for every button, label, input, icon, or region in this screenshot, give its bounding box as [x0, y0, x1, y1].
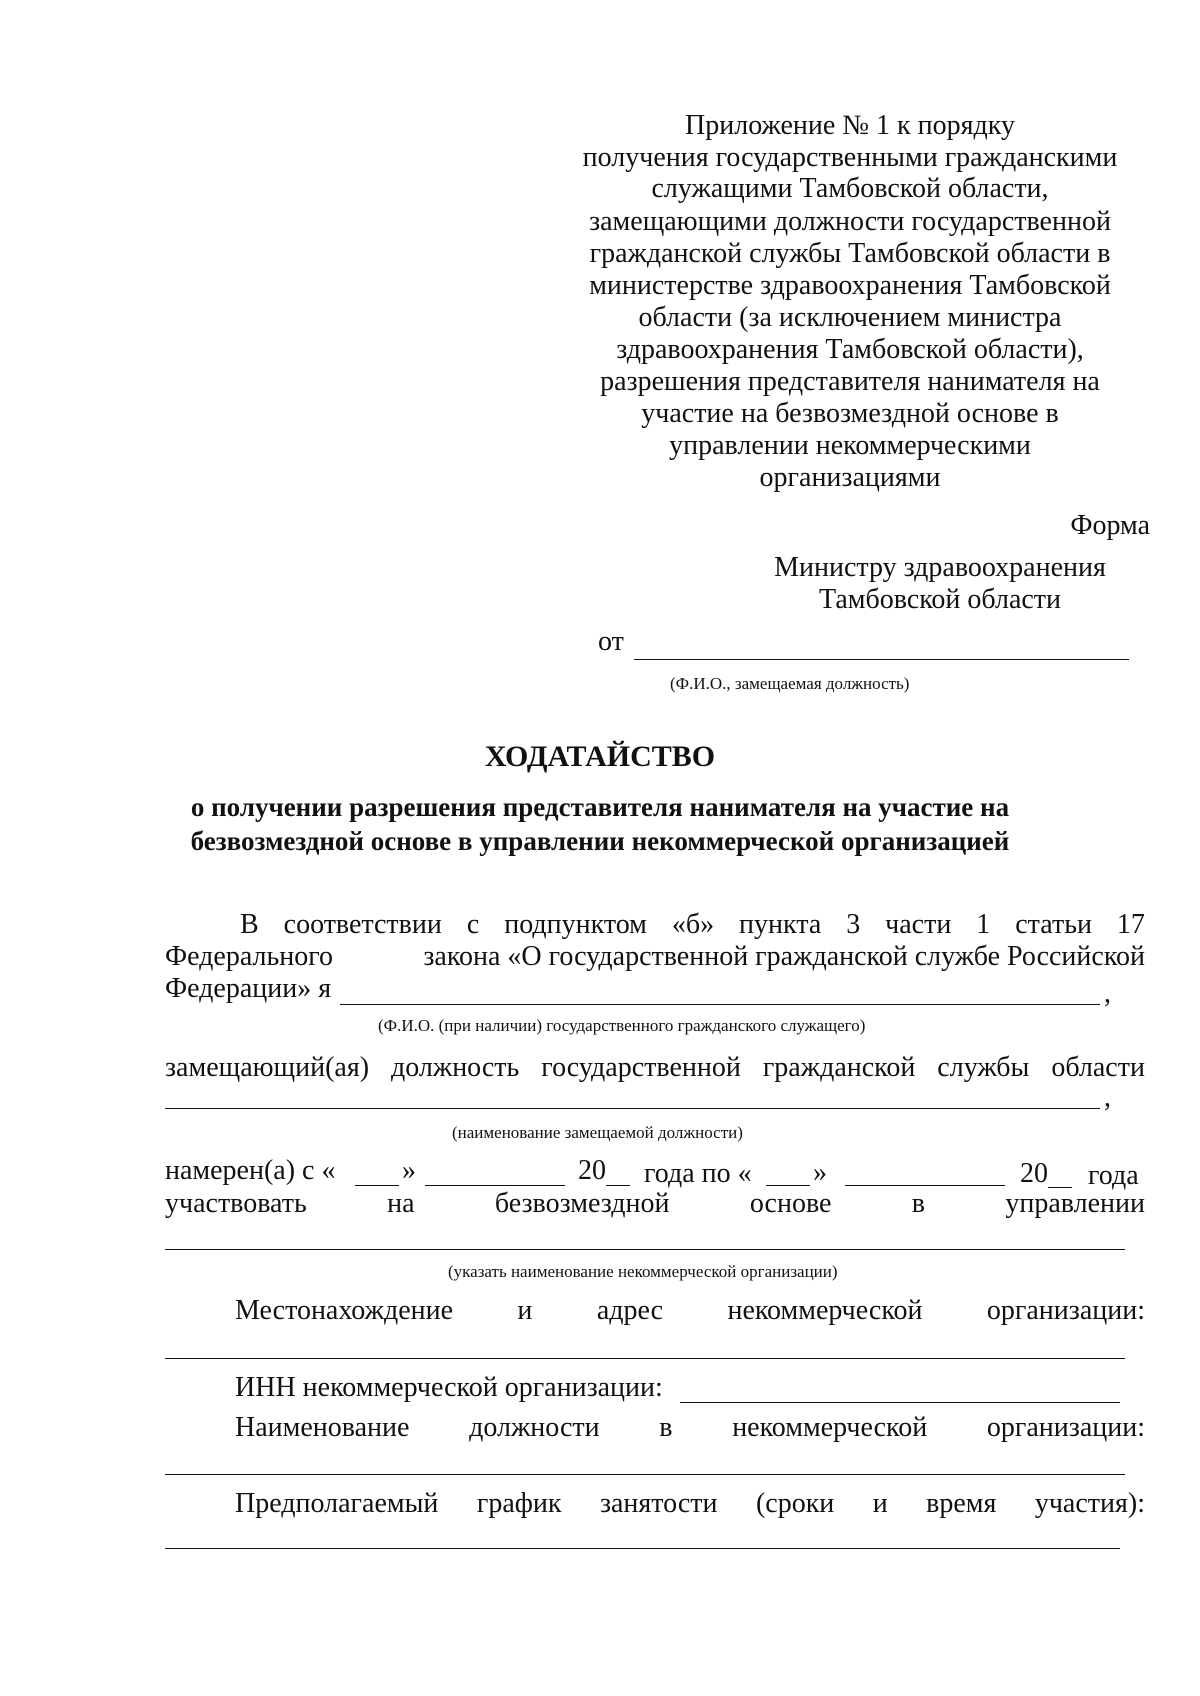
from-label: от — [598, 626, 624, 657]
word: Предполагаемый — [235, 1488, 439, 1519]
inn-field[interactable] — [680, 1402, 1120, 1403]
word: некоммерческой — [727, 1295, 923, 1326]
word: соответствии — [283, 909, 442, 940]
document-title: ХОДАТАЙСТВО — [484, 740, 716, 773]
word: организации: — [986, 1295, 1145, 1326]
caption-org: (указать наименование некоммерческой организации) — [448, 1262, 838, 1281]
word: государственной — [541, 1052, 741, 1083]
word: замещающий(ая) — [165, 1052, 370, 1083]
word: управлении — [1005, 1188, 1145, 1219]
word: и — [872, 1488, 888, 1519]
word: области — [1051, 1052, 1145, 1083]
word: службы — [937, 1052, 1030, 1083]
appendix-line: области (за исключением министра — [638, 302, 1062, 333]
start-month-field[interactable] — [425, 1185, 565, 1186]
appendix-line: замещающими должности государственной — [589, 206, 1111, 237]
start-year-prefix: 20 — [578, 1155, 606, 1186]
position-field[interactable] — [165, 1108, 1100, 1109]
word: 1 — [976, 909, 991, 940]
word: график — [476, 1488, 562, 1519]
end-day-field[interactable] — [766, 1185, 810, 1186]
dates-close-quote-1: » — [402, 1155, 416, 1186]
appendix-line: гражданской службы Тамбовской области в — [589, 238, 1111, 269]
word: безвозмездной — [494, 1188, 670, 1219]
addressee-line-2: Тамбовской области — [818, 584, 1062, 615]
word: в — [659, 1412, 673, 1443]
word: Наименование — [235, 1412, 410, 1443]
word: с — [466, 909, 480, 940]
appendix-line: участие на безвозмездной основе в — [641, 398, 1059, 429]
appendix-line: здравоохранения Тамбовской области), — [616, 334, 1084, 365]
caption-fio: (Ф.И.О. (при наличии) государственного гражданского служащего) — [378, 1016, 866, 1035]
from-field[interactable] — [634, 659, 1129, 660]
location-line — [235, 1295, 1145, 1327]
schedule-field[interactable] — [165, 1548, 1120, 1549]
appendix-line: служащими Тамбовской области, — [651, 173, 1049, 204]
word: пункта — [739, 909, 822, 940]
word: и — [517, 1295, 533, 1326]
paragraph-1-line-1 — [240, 909, 1145, 941]
paragraph-3-line-1 — [165, 1188, 1145, 1220]
word: закона «О государственной гражданской службе Российской — [423, 941, 1145, 972]
paragraph-2-line-1 — [165, 1052, 1145, 1084]
comma: , — [1104, 1082, 1111, 1113]
org-position-line — [235, 1412, 1145, 1444]
word: организации: — [986, 1412, 1145, 1443]
word: адрес — [596, 1295, 664, 1326]
appendix-line: министерстве здравоохранения Тамбовской — [589, 270, 1111, 301]
end-month-field[interactable] — [845, 1185, 1005, 1186]
paragraph-1-line-2 — [165, 941, 1145, 973]
appendix-line: получения государственными гражданскими — [582, 142, 1118, 173]
document-subtitle-line-2: безвозмездной основе в управлении некоммерческой организацией — [190, 826, 1010, 856]
word: основе — [749, 1188, 832, 1219]
applicant-name-field[interactable] — [340, 1004, 1100, 1005]
dates-year-word: года — [1088, 1160, 1139, 1191]
appendix-line: организациями — [759, 462, 941, 493]
org-position-field[interactable] — [165, 1474, 1125, 1475]
word: (сроки — [755, 1488, 835, 1519]
word: подпунктом — [504, 909, 647, 940]
word: 3 — [846, 909, 861, 940]
form-label: Форма — [1070, 510, 1150, 541]
paragraph-1-line-3: Федерации» я — [165, 973, 332, 1004]
word: на — [387, 1188, 415, 1219]
word: в — [911, 1188, 925, 1219]
word: некоммерческой — [732, 1412, 928, 1443]
start-year-field[interactable] — [606, 1185, 630, 1186]
word: Местонахождение — [235, 1295, 454, 1326]
word: участия): — [1034, 1488, 1145, 1519]
word: гражданской — [762, 1052, 916, 1083]
word: должность — [391, 1052, 520, 1083]
word: части — [885, 909, 952, 940]
document-subtitle-line-1: о получении разрешения представителя нанимателя на участие на — [190, 792, 1010, 822]
word: должности — [469, 1412, 600, 1443]
addressee-line-1: Министру здравоохранения — [774, 552, 1106, 583]
appendix-line: управлении некоммерческими — [669, 430, 1031, 461]
word: 17 — [1116, 909, 1145, 940]
word: время — [926, 1488, 997, 1519]
start-day-field[interactable] — [355, 1185, 399, 1186]
dates-intend-label: намерен(а) с « — [165, 1155, 336, 1186]
location-field[interactable] — [165, 1358, 1125, 1359]
word: участвовать — [165, 1188, 307, 1219]
word: «б» — [671, 909, 715, 940]
appendix-line: Приложение № 1 к порядку — [685, 110, 1015, 141]
word: занятости — [599, 1488, 718, 1519]
schedule-line — [235, 1488, 1145, 1520]
organization-name-field[interactable] — [165, 1249, 1125, 1250]
end-year-prefix: 20 — [1020, 1158, 1048, 1189]
inn-label: ИНН некоммерческой организации: — [235, 1372, 663, 1403]
from-caption: (Ф.И.О., замещаемая должность) — [670, 674, 910, 693]
appendix-line: разрешения представителя нанимателя на — [600, 366, 1100, 397]
dates-to-label: года по « — [644, 1158, 752, 1189]
comma: , — [1104, 978, 1111, 1009]
word: Федерального — [165, 941, 334, 972]
caption-position: (наименование замещаемой должности) — [452, 1123, 743, 1142]
word: статьи — [1015, 909, 1092, 940]
dates-close-quote-2: » — [813, 1157, 827, 1188]
word: В — [240, 909, 259, 940]
